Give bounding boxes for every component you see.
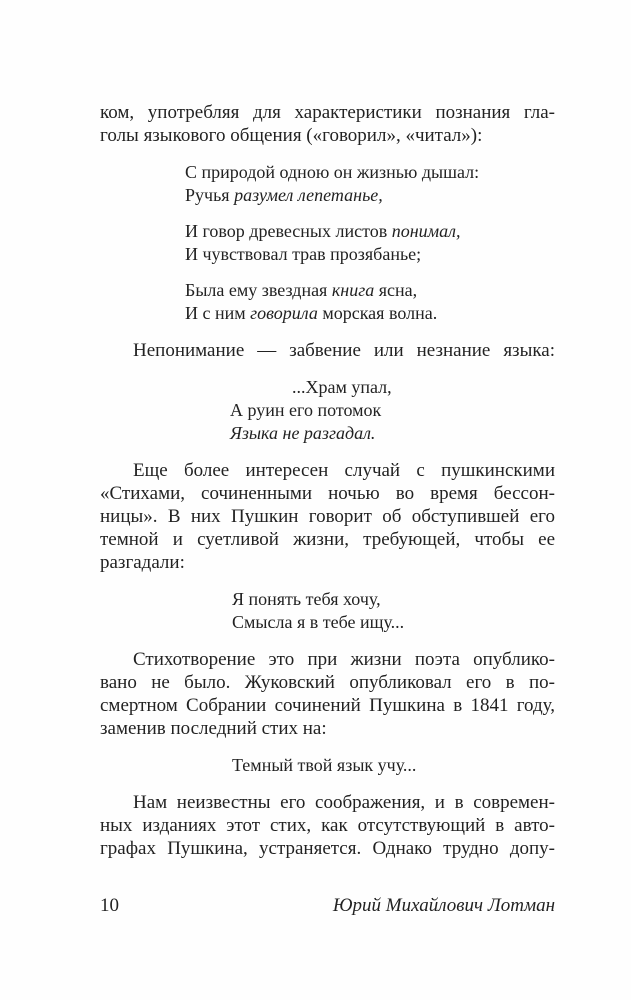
- verse-quote: [230, 376, 555, 445]
- verse-stanza: [232, 754, 555, 777]
- page-number: 10: [100, 895, 119, 916]
- text-line: ных изданиях этот стих, как отсутствующий в авто-: [100, 815, 555, 836]
- verse-line: Ручья разумел лепетанье,: [185, 185, 383, 205]
- verse-line: И говор древесных листов понимал,: [185, 221, 461, 241]
- verse-line: Языка не разгадал.: [230, 423, 376, 443]
- running-author: Юрий Михайлович Лотман: [332, 895, 555, 916]
- verse-line: ...Храм упал,: [292, 377, 392, 397]
- page-footer: [100, 894, 555, 917]
- verse-line: С природой одною он жизнью дышал:: [185, 162, 480, 182]
- text-line: Еще более интересен случай с пушкинскими: [133, 460, 555, 481]
- paragraph: [100, 101, 555, 147]
- text-line: разгадали:: [100, 552, 185, 573]
- text-line: «Стихами, сочиненными ночью во время бессон-: [100, 483, 555, 504]
- text-line: ницы». В них Пушкин говорит об обступившей его: [100, 506, 555, 527]
- verse-line: И чувствовал трав прозябанье;: [185, 244, 422, 264]
- verse-line: Темный твой язык учу...: [232, 755, 417, 775]
- verse-quote: [232, 588, 555, 634]
- verse-line: Была ему звездная книга ясна,: [185, 280, 418, 300]
- text-line: заменив последний стих на:: [100, 718, 327, 739]
- text-column: [100, 101, 555, 860]
- text-line: смертном Собрании сочинений Пушкина в 1841 году,: [100, 695, 555, 716]
- verse-stanza: [185, 279, 555, 325]
- verse-line: Смысла я в тебе ищу...: [232, 612, 405, 632]
- text-line: графах Пушкина, устраняется. Однако трудно допу-: [100, 838, 555, 859]
- verse-stanza: [230, 376, 555, 445]
- verse-quote: [185, 161, 555, 325]
- verse-quote: [232, 754, 555, 777]
- verse-stanza: [185, 220, 555, 266]
- text-line: вано не было. Жуковский опубликовал его в по-: [100, 672, 555, 693]
- text-line: темной и суетливой жизни, требующей, чтобы ее: [100, 529, 555, 550]
- paragraph: [100, 339, 555, 362]
- verse-line: И с ним говорила морская волна.: [185, 303, 438, 323]
- verse-line: Я понять тебя хочу,: [232, 589, 381, 609]
- verse-stanza: [232, 588, 555, 634]
- paragraph: [100, 459, 555, 574]
- paragraph: [100, 648, 555, 740]
- text-line: ком, употребляя для характеристики познания гла-: [100, 102, 555, 123]
- paragraph: [100, 791, 555, 860]
- text-line: Нам неизвестны его соображения, и в современ-: [133, 792, 555, 813]
- verse-stanza: [185, 161, 555, 207]
- text-line: Стихотворение это при жизни поэта опублико-: [133, 649, 555, 670]
- text-line: Непонимание — забвение или незнание языка:: [133, 340, 555, 361]
- text-line: голы языкового общения («говорил», «читал»):: [100, 125, 483, 146]
- verse-line: А руин его потомок: [230, 400, 382, 420]
